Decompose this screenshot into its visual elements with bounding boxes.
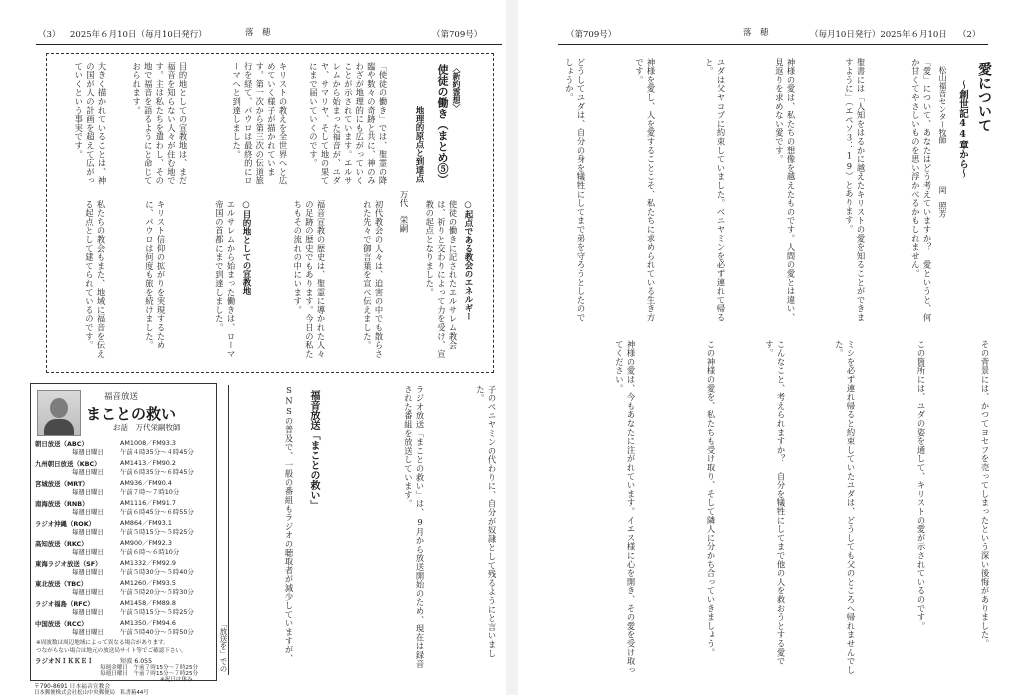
page-number-label: （2） <box>958 30 981 40</box>
station-frequency: AM1008／FM93.3 <box>120 439 176 447</box>
station-name: ラジオ沖縄（ROK） <box>35 520 96 528</box>
broadcast-logo-line1: 福音放送 <box>104 392 139 402</box>
article-subtitle: ～創世記44章から～ <box>957 80 968 178</box>
article-text-col3: 神様の愛は、私たちの想像を越えたものです。人間の愛とは違い、見返りを求めない愛です。 <box>774 58 796 322</box>
article-subtitle: 地理的原点と到達点 <box>414 106 424 183</box>
issue-date-label: （毎月10日発行）2025年６月10日 <box>810 30 947 40</box>
header-rule <box>36 44 502 45</box>
broadcast-logo-line2: まことの救い <box>86 405 177 423</box>
article-text-col4: ユダは父ヤコブに約束していました。ベニヤミンを必ず連れて帰ると。 <box>704 58 726 322</box>
station-frequency: AM1260／FM93.5 <box>120 579 176 587</box>
station-row <box>32 477 207 499</box>
article-text-col9: ミシを必ず連れ帰ると約束していたユダは、どうしても父のところへ帰れませんでした。 <box>834 340 856 675</box>
article-text-col6: 初代教会の人々は、迫害の中でも散らされた先々で御言葉を宣べ伝えました。 <box>362 200 384 359</box>
lower-text-col-a: 子のペニヤミンの代わりに、自分が奴隷として残るようにと言いました。 <box>475 385 497 658</box>
series-label: 〈新約霊想〉 <box>452 64 462 112</box>
station-row <box>32 577 207 599</box>
footer-address-2: 日本郵便株式会社松山中央郵便局 私書箱44号 <box>34 690 149 696</box>
speaker-avatar-body <box>44 419 74 435</box>
station-name: 高知放送（RKC） <box>35 540 88 548</box>
station-day: 毎週日曜日 <box>72 528 104 536</box>
station-day: 毎週日曜日 <box>72 588 104 596</box>
station-time: 午前５時15分～５時25分 <box>120 528 194 536</box>
station-time: 午前６時～６時10分 <box>120 548 180 556</box>
station-row <box>32 597 207 619</box>
article-text-col1: 「使徒の働き」では、聖霊の降臨や数々の奇跡と共に、神のみわざが地理的にも広がっていくことが示されています。エルサレムから始まった福音が、ユダヤ、サマリヤ、そして地の果てにまで届いていくのです。 <box>308 62 388 186</box>
article-text-col2: 聖書には「人知をはるかに越えたキリストの愛を知ることができますように」（エペソ３：19）とあります。 <box>844 58 866 322</box>
article-title: 使徒の働き（まとめ⑤） <box>436 64 449 185</box>
article-text-col3: 目的地としての宣教地は、まだ福音を知らない人々が住む地です。主は私たちを遣わし、その地で福音を語るようにと命じておられます。 <box>131 62 188 186</box>
lower-text-end: 「放送を」での <box>219 620 228 673</box>
nikkei-time-2: 毎週日曜日 午前７時15分～７時25分 <box>100 671 199 677</box>
article-text-col1: 「愛」について、あなたはどう考えていますか？ 愛というと、何か甘くてやさしいものを思い浮かべるかもしれません。 <box>910 58 932 322</box>
article-title: 愛について <box>976 62 992 132</box>
paper-name: 落 穂 <box>743 28 769 38</box>
station-time: 午前５時30分～５時40分 <box>120 568 194 576</box>
article-text-col10: 私たちの教会もまた、地域に福音を伝える起点として建てられているのです。 <box>84 200 106 359</box>
station-day: 毎週日曜日 <box>72 608 104 616</box>
station-time: 午前５時40分～５時50分 <box>120 628 194 636</box>
station-name: 中国放送（RCC） <box>35 620 88 628</box>
broadcast-speaker: お話 万代栄嗣牧師 <box>113 423 181 432</box>
issue-date-label: 2025年６月10日（毎月10日発行） <box>70 30 207 40</box>
station-day: 毎週日曜日 <box>72 488 104 496</box>
station-frequency: AM1332／FM92.9 <box>120 559 176 567</box>
article-text-col7: 福音宣教の歴史は、聖霊に導かれた人々の足跡の歴史でもあります。今日の私たちもその流れの中にいます。 <box>292 200 326 359</box>
article-text-col4: 大きく描かれていることは、神の国が人の計画を超えて広がっていくという事実です。 <box>73 62 107 186</box>
nikkei-frequency: 短波 6.055 <box>120 658 153 665</box>
speaker-avatar <box>37 390 81 436</box>
author-organization: 松山福音センター牧師 <box>938 66 947 144</box>
station-row <box>32 457 207 479</box>
station-frequency: AM900／FM92.3 <box>120 539 172 547</box>
station-row <box>32 537 207 559</box>
station-day: 毎週日曜日 <box>72 468 104 476</box>
header-rule <box>558 44 988 45</box>
right-page <box>518 0 1024 695</box>
station-day: 毎週日曜日 <box>72 508 104 516</box>
paper-name: 落 穂 <box>245 28 271 38</box>
article-text-col6: どうしてユダは、自分の身を犠牲にしてまで弟を守ろうとしたのでしょうか。 <box>564 58 586 322</box>
station-row <box>32 517 207 539</box>
station-frequency: AM1458／FM89.8 <box>120 599 176 607</box>
page-gutter <box>506 0 518 695</box>
station-frequency: AM864／FM93.1 <box>120 519 172 527</box>
broadcast-column-title: 福音放送「まことの救い」 <box>308 390 319 510</box>
station-time: 午前４時35分～４時45分 <box>120 448 194 456</box>
issue-number-label: （第709号） <box>432 30 483 40</box>
article-text-col10: こんなこと、考えられますか？ 自分を犠牲にしてまで他の人を救おうとする愛です。 <box>764 340 786 666</box>
station-name: 宮城放送（MRT） <box>35 480 89 488</box>
station-frequency: AM936／FM90.4 <box>120 479 172 487</box>
footer-address-1: 〒790-8691 日本福音宣教会 <box>34 684 111 690</box>
article-text-col5: 神様を愛し、人を愛することこそ、私たちに求められている生き方です。 <box>634 58 656 322</box>
station-name: 南海放送（RNB） <box>35 500 89 508</box>
station-row <box>32 437 207 459</box>
left-page <box>0 0 506 695</box>
article-text-col8: この箇所には、ユダの姿を通して、キリストの愛が示されているのです。 <box>916 340 926 631</box>
station-time: 午前７時～７時10分 <box>120 488 180 496</box>
station-row <box>32 557 207 579</box>
lower-text-col-c: SNSの普及で、一般の番組もラジオの聴取者が減少していますが、 <box>284 385 294 663</box>
broadcast-note-1: ※周波数は周辺地域によって異なる場合があります。 <box>36 640 169 646</box>
article-text-col11: この神様の愛を、私たちも受け取り、そして隣人に分かち合っていきましょう。 <box>706 340 716 657</box>
station-day: 毎週日曜日 <box>72 448 104 456</box>
station-table <box>32 437 212 647</box>
nikkei-holiday-note: ※祝日は休み <box>160 677 193 683</box>
station-day: 毎週日曜日 <box>72 548 104 556</box>
article-text-col12: 神様の愛は、今もあなたに注がれています。イエス様に心を開き、その愛を受け取ってください。 <box>614 340 636 675</box>
speaker-avatar-head <box>50 398 68 418</box>
section-heading-2: ○目的地としての宣教地 <box>241 200 251 295</box>
section-heading-1: ○起点である教会のエネルギー <box>463 200 473 321</box>
station-name: 九州朝日放送（KBC） <box>35 460 101 468</box>
article-text-col2: キリストの教えを全世界へと広めていく様子が描かれています。第一次から第三次の伝道旅行を経て、パウロは最終的にローマへと到達しました。 <box>231 62 288 186</box>
station-time: 午前６時45分～６時55分 <box>120 508 194 516</box>
station-frequency: AM1413／FM90.2 <box>120 459 176 467</box>
station-time: 午前５時15分～５時25分 <box>120 608 194 616</box>
article-text-col8: エルサレムから始まった働きは、ローマ帝国の首都にまで到達しました。 <box>214 200 236 359</box>
station-day: 毎週日曜日 <box>72 628 104 636</box>
article-text-col7: その背景には、かつてヨセフを売ってしまったという深い後悔がありました。 <box>980 340 990 648</box>
page-number-label: （3） <box>38 30 61 40</box>
broadcast-note-2: つながらない場合は地元の放送局サイト等でご確認下さい。 <box>36 648 187 654</box>
station-name: 東海ラジオ放送（SF） <box>35 560 102 568</box>
article-text-col5: 使徒の働きに記されたエルサレム教会は、祈りと交わりによって力を受け、宣教の起点となりました。 <box>424 200 458 359</box>
station-time: 午前６時35分～６時45分 <box>120 468 194 476</box>
author-name: 岡 照芳 <box>938 186 947 218</box>
article-text-col9: キリスト信仰の拡がりを実現するために、パウロは何度も旅を続けました。 <box>144 200 166 350</box>
station-time: 午前５時20分～５時30分 <box>120 588 194 596</box>
station-row <box>32 617 207 639</box>
station-frequency: AM1116／FM91.7 <box>120 499 176 507</box>
station-name: 朝日放送（ABC） <box>35 440 88 448</box>
nikkei-time-1: 毎週金曜日 午前７時15分～７時25分 <box>100 665 199 671</box>
issue-number-label: （第709号） <box>566 30 617 40</box>
station-frequency: AM1350／FM94.6 <box>120 619 176 627</box>
nikkei-name: ラジオＮＩＫＫＥＩ <box>35 657 94 665</box>
station-name: 東北放送（TBC） <box>35 580 88 588</box>
article-author: 万代 栄嗣 <box>398 190 408 233</box>
lower-text-col-b: ラジオ放送「まことの救い」は、9月から放送開始のため、現在は録音された番組を放送しています。 <box>403 385 425 669</box>
station-day: 毎週日曜日 <box>72 568 104 576</box>
station-row <box>32 497 207 519</box>
station-name: ラジオ福島（RFC） <box>35 600 94 608</box>
